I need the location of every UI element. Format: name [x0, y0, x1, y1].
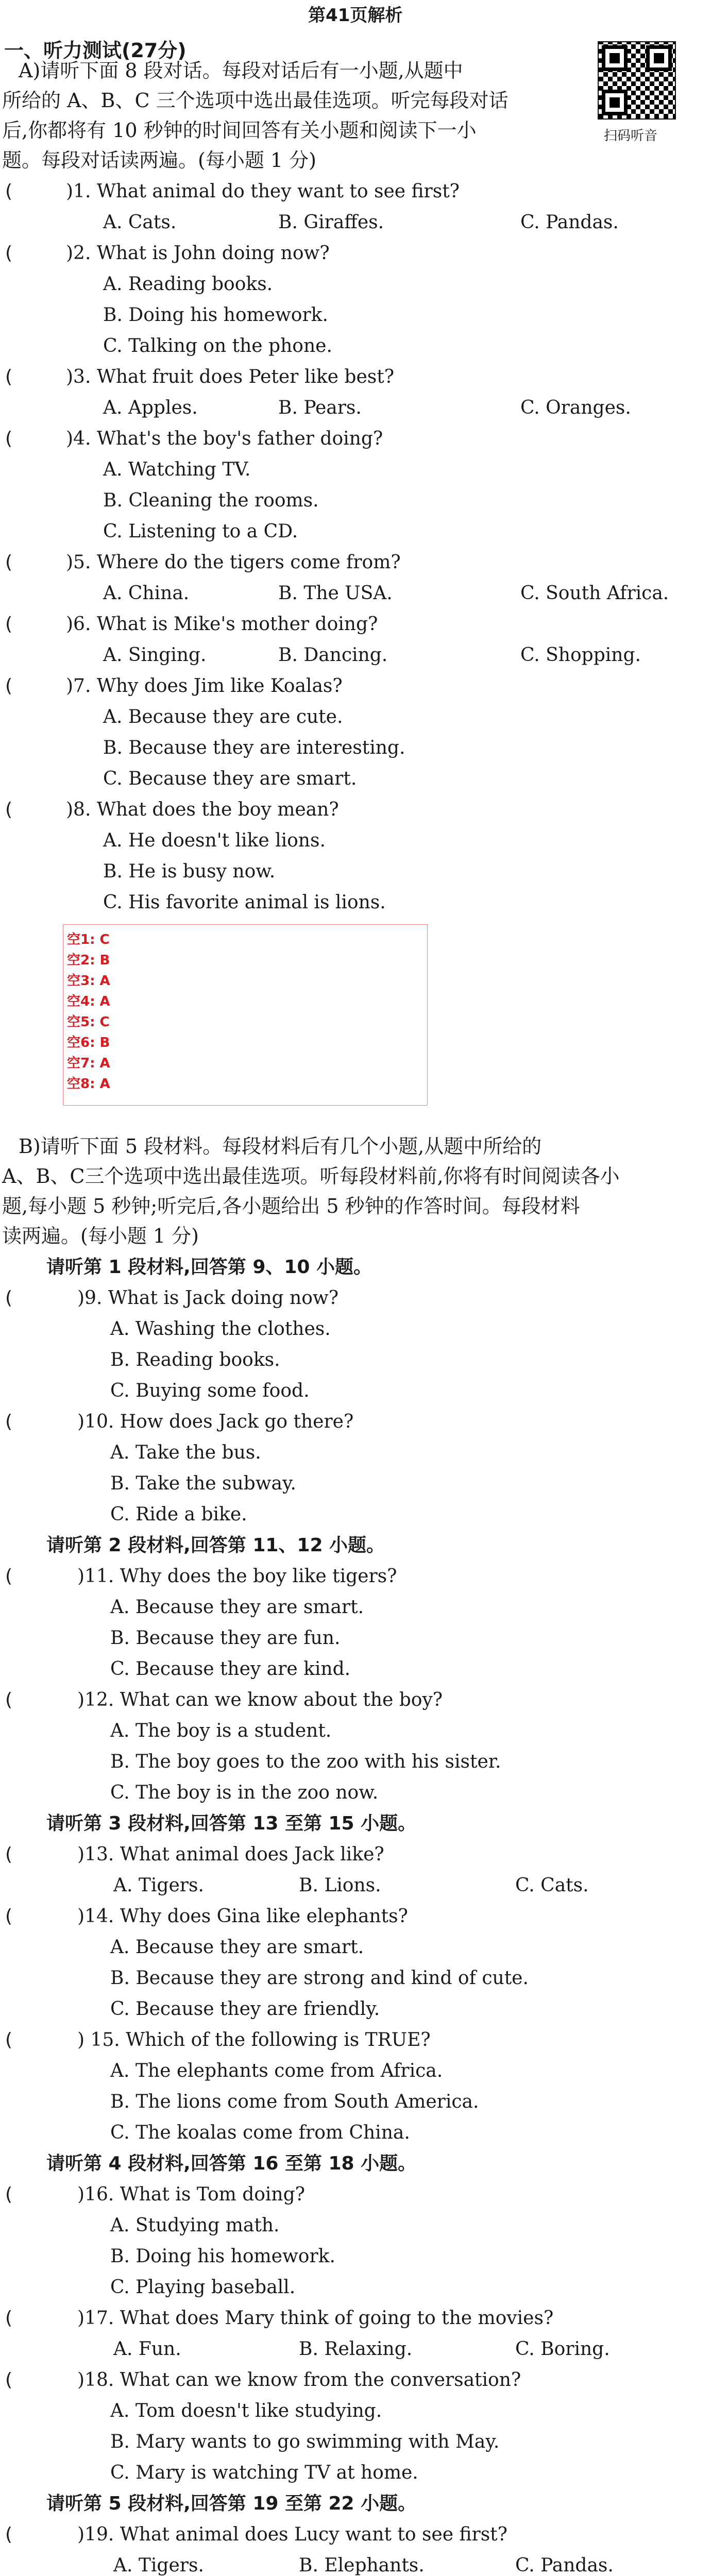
question-stem: )8. What does the boy mean?: [66, 799, 339, 820]
material-heading: 请听第 5 段材料,回答第 19 至第 22 小题。: [46, 2493, 417, 2514]
question-stem: )10. How does Jack go there?: [77, 1411, 354, 1432]
qr-caption: 扫码听音: [604, 128, 658, 144]
option-a: A. Tigers.: [113, 2555, 204, 2576]
option-c: C. The boy is in the zoo now.: [110, 1782, 379, 1803]
partB-intro-4: 读两遍。(每小题 1 分): [2, 1225, 199, 1247]
question-stem: )11. Why does the boy like tigers?: [77, 1566, 397, 1587]
option-a: A. Studying math.: [110, 2215, 280, 2236]
answer-paren: (: [5, 2524, 13, 2545]
option-b: B. Doing his homework.: [103, 304, 328, 326]
option-c: C. His favorite animal is lions.: [103, 892, 386, 913]
partA-intro-3: 后,你都将有 10 秒钟的时间回答有关小题和阅读下一小: [2, 119, 477, 142]
answer-paren: (: [5, 552, 13, 573]
option-b: B. Mary wants to go swimming with May.: [110, 2431, 500, 2452]
question-stem: )19. What animal does Lucy want to see first?: [77, 2524, 507, 2545]
answer-paren: (: [5, 1689, 13, 1710]
option-a: A. Take the bus.: [110, 1442, 261, 1463]
option-c: C. Buying some food.: [110, 1380, 310, 1401]
question-stem: )18. What can we know from the conversation?: [77, 2369, 521, 2391]
answer-box-frame: [63, 924, 428, 1106]
answer-paren: (: [5, 366, 13, 387]
question-stem: )13. What animal does Jack like?: [77, 1844, 384, 1865]
question-stem: )2. What is John doing now?: [66, 243, 330, 264]
option-a: A. Because they are smart.: [110, 1937, 364, 1958]
option-b: B. Lions.: [299, 1875, 381, 1896]
material-heading: 请听第 3 段材料,回答第 13 至第 15 小题。: [46, 1813, 417, 1834]
answer-item: 空8: A: [67, 1076, 110, 1092]
answer-paren: (: [5, 1906, 13, 1927]
answer-paren: (: [5, 1411, 13, 1432]
option-b: B. Because they are interesting.: [103, 737, 405, 758]
page-title: 第41页解析: [308, 5, 403, 26]
answer-paren: (: [5, 2369, 13, 2391]
answer-paren: (: [5, 2184, 13, 2205]
option-b: B. Pears.: [278, 397, 362, 418]
answer-paren: (: [5, 2029, 13, 2050]
option-b: B. The lions come from South America.: [110, 2091, 479, 2112]
option-c: C. Ride a bike.: [110, 1504, 247, 1525]
answer-paren: (: [5, 614, 13, 635]
answer-paren: (: [5, 2308, 13, 2329]
option-c: C. Because they are smart.: [103, 768, 357, 789]
question-stem: )4. What's the boy's father doing?: [66, 428, 383, 449]
answer-item: 空5: C: [67, 1014, 110, 1030]
option-b: B. Take the subway.: [110, 1473, 296, 1494]
option-b: B. Doing his homework.: [110, 2246, 335, 2267]
answer-item: 空1: C: [67, 932, 110, 947]
option-a: A. The boy is a student.: [110, 1720, 332, 1741]
answer-item: 空6: B: [67, 1035, 110, 1050]
option-c: C. Shopping.: [520, 645, 641, 666]
question-stem: )5. Where do the tigers come from?: [66, 552, 401, 573]
option-b: B. Cleaning the rooms.: [103, 490, 319, 511]
option-c: C. Listening to a CD.: [103, 521, 298, 542]
option-a: A. Because they are smart.: [110, 1597, 364, 1618]
partA-intro-2: 所给的 A、B、C 三个选项中选出最佳选项。听完每段对话: [2, 89, 509, 112]
partB-intro-1: B)请听下面 5 段材料。每段材料后有几个小题,从题中所给的: [19, 1135, 542, 1158]
option-c: C. The koalas come from China.: [110, 2122, 410, 2143]
option-c: C. Because they are kind.: [110, 1658, 351, 1680]
option-c: C. Playing baseball.: [110, 2277, 296, 2298]
answer-paren: (: [5, 428, 13, 449]
question-stem: )3. What fruit does Peter like best?: [66, 366, 394, 387]
option-a: A. Apples.: [103, 397, 198, 418]
option-a: A. Reading books.: [103, 274, 273, 295]
option-a: A. Because they are cute.: [103, 706, 343, 727]
answer-paren: (: [5, 675, 13, 697]
option-a: A. Tigers.: [113, 1875, 204, 1896]
question-stem: )1. What animal do they want to see first?: [66, 181, 460, 202]
answer-paren: (: [5, 181, 13, 202]
option-b: B. Because they are fun.: [110, 1628, 341, 1649]
material-heading: 请听第 4 段材料,回答第 16 至第 18 小题。: [46, 2153, 417, 2174]
question-stem: )9. What is Jack doing now?: [77, 1287, 339, 1309]
answer-paren: (: [5, 1844, 13, 1865]
question-stem: )7. Why does Jim like Koalas?: [66, 675, 343, 697]
section-title: 一、听力测试(27分): [4, 39, 187, 62]
answer-paren: (: [5, 1566, 13, 1587]
answer-paren: (: [5, 243, 13, 264]
option-c: C. Pandas.: [515, 2555, 614, 2576]
partB-intro-2: A、B、C三个选项中选出最佳选项。听每段材料前,你将有时间阅读各小: [2, 1165, 620, 1188]
option-a: A. China.: [103, 583, 190, 604]
option-c: C. Cats.: [515, 1875, 589, 1896]
option-a: A. Singing.: [103, 645, 207, 666]
option-a: A. Cats.: [103, 212, 177, 233]
option-b: B. The USA.: [278, 583, 393, 604]
question-stem: )17. What does Mary think of going to the movies?: [77, 2308, 554, 2329]
option-c: C. Mary is watching TV at home.: [110, 2462, 418, 2483]
material-heading: 请听第 2 段材料,回答第 11、12 小题。: [46, 1535, 385, 1556]
option-a: A. The elephants come from Africa.: [110, 2060, 443, 2081]
option-b: B. Because they are strong and kind of cute.: [110, 1968, 529, 1989]
answer-paren: (: [5, 799, 13, 820]
option-c: C. Boring.: [515, 2338, 610, 2360]
qr-code-icon[interactable]: [598, 41, 676, 120]
option-a: A. He doesn't like lions.: [103, 830, 326, 851]
option-a: A. Watching TV.: [103, 459, 251, 480]
option-b: B. Dancing.: [278, 645, 388, 666]
partA-intro-1: A)请听下面 8 段对话。每段对话后有一小题,从题中: [19, 59, 463, 82]
option-b: B. The boy goes to the zoo with his sister.: [110, 1751, 501, 1772]
option-b: B. Reading books.: [110, 1349, 280, 1370]
partA-intro-4: 题。每段对话读两遍。(每小题 1 分): [2, 149, 316, 172]
partB-intro-3: 题,每小题 5 秒钟;听完后,各小题给出 5 秒钟的作答时间。每段材料: [2, 1195, 580, 1217]
answer-item: 空2: B: [67, 953, 110, 968]
option-a: A. Fun.: [113, 2338, 181, 2360]
answer-item: 空3: A: [67, 973, 110, 989]
material-heading: 请听第 1 段材料,回答第 9、10 小题。: [46, 1257, 373, 1278]
question-stem: ) 15. Which of the following is TRUE?: [77, 2029, 431, 2050]
answer-item: 空4: A: [67, 994, 110, 1009]
option-c: C. South Africa.: [520, 583, 669, 604]
question-stem: )12. What can we know about the boy?: [77, 1689, 443, 1710]
answer-item: 空7: A: [67, 1056, 110, 1071]
option-c: C. Pandas.: [520, 212, 619, 233]
option-c: C. Oranges.: [520, 397, 631, 418]
option-b: B. Giraffes.: [278, 212, 384, 233]
option-a: A. Tom doesn't like studying.: [110, 2400, 382, 2421]
option-b: B. Relaxing.: [299, 2338, 413, 2360]
option-a: A. Washing the clothes.: [110, 1318, 331, 1340]
option-c: C. Talking on the phone.: [103, 335, 332, 357]
option-c: C. Because they are friendly.: [110, 1998, 380, 2020]
answer-paren: (: [5, 1287, 13, 1309]
question-stem: )14. Why does Gina like elephants?: [77, 1906, 408, 1927]
option-b: B. Elephants.: [299, 2555, 425, 2576]
question-stem: )16. What is Tom doing?: [77, 2184, 305, 2205]
question-stem: )6. What is Mike's mother doing?: [66, 614, 378, 635]
option-b: B. He is busy now.: [103, 861, 276, 882]
